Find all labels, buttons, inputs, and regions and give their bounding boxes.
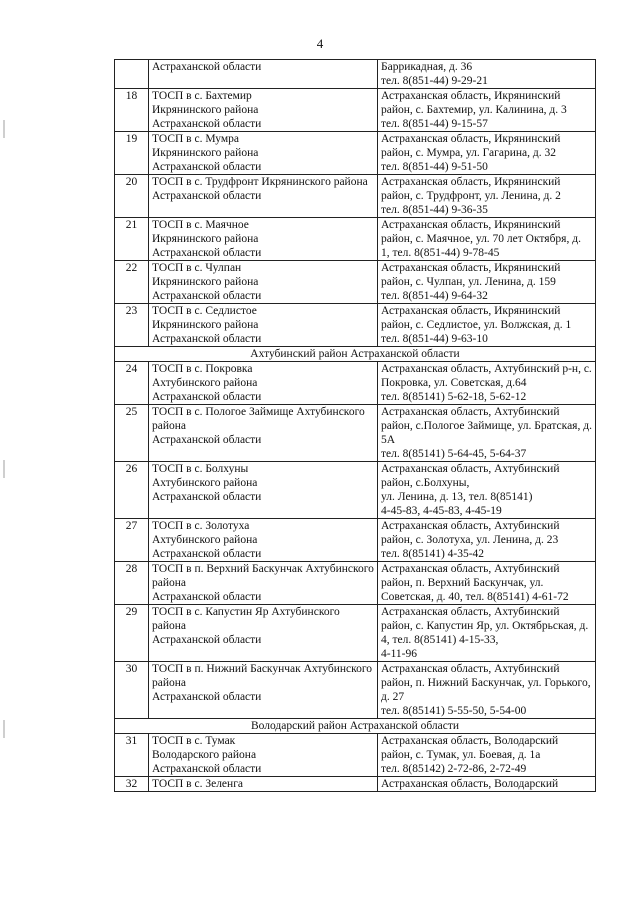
- row-number: 18: [115, 89, 149, 132]
- office-address: Астраханская область, Икрянинский район, с. Седлистое, ул. Волжская, д. 1 тел. 8(851-44) 9-63-10: [378, 304, 596, 347]
- section-title: Володарский район Астраханской области: [115, 719, 596, 734]
- office-address: Астраханская область, Ахтубинский район, с. Золотуха, ул. Ленина, д. 23 тел. 8(85141) 4-35-42: [378, 519, 596, 562]
- office-name: ТОСП в п. Нижний Баскунчак Ахтубинского района Астраханской области: [149, 662, 378, 719]
- row-number: 32: [115, 777, 149, 792]
- section-title: Ахтубинский район Астраханской области: [115, 347, 596, 362]
- office-name: ТОСП в с. Золотуха Ахтубинского района Астраханской области: [149, 519, 378, 562]
- row-number: 26: [115, 462, 149, 519]
- office-address: Астраханская область, Икрянинский район, с. Чулпан, ул. Ленина, д. 159 тел. 8(851-44) 9-64-32: [378, 261, 596, 304]
- office-address: Астраханская область, Ахтубинский район, с.Пологое Займище, ул. Братская, д. 5А тел. 8(85141) 5-64-45, 5-64-37: [378, 405, 596, 462]
- section-header-row: [115, 347, 596, 362]
- row-number: 20: [115, 175, 149, 218]
- office-name: ТОСП в с. Седлистое Икрянинского района Астраханской области: [149, 304, 378, 347]
- office-address: Астраханская область, Икрянинский район, с. Бахтемир, ул. Калинина, д. 3 тел. 8(851-44) 9-15-57: [378, 89, 596, 132]
- office-name: ТОСП в с. Маячное Икрянинского района Астраханской области: [149, 218, 378, 261]
- office-name: Астраханской области: [149, 60, 378, 89]
- office-name: ТОСП в с. Пологое Займище Ахтубинского района Астраханской области: [149, 405, 378, 462]
- margin-mark: [3, 120, 5, 138]
- row-number: 25: [115, 405, 149, 462]
- table-row: [115, 261, 596, 304]
- row-number: [115, 60, 149, 89]
- row-number: 24: [115, 362, 149, 405]
- office-name: ТОСП в с. Чулпан Икрянинского района Астраханской области: [149, 261, 378, 304]
- office-address: Астраханская область, Володарский район, с. Тумак, ул. Боевая, д. 1а тел. 8(85142) 2-72-86, 2-72-49: [378, 734, 596, 777]
- table-row: [115, 605, 596, 662]
- office-address: Астраханская область, Икрянинский район, с. Мумра, ул. Гагарина, д. 32 тел. 8(851-44) 9-51-50: [378, 132, 596, 175]
- row-number: 29: [115, 605, 149, 662]
- office-name: ТОСП в с. Мумра Икрянинского района Астраханской области: [149, 132, 378, 175]
- row-number: 31: [115, 734, 149, 777]
- table-row: [115, 60, 596, 89]
- office-name: ТОСП в п. Верхний Баскунчак Ахтубинского района Астраханской области: [149, 562, 378, 605]
- table-row: [115, 132, 596, 175]
- office-address: Астраханская область, Ахтубинский район, с. Капустин Яр, ул. Октябрьская, д. 4, тел. 8(85141) 4-15-33, 4-11-96: [378, 605, 596, 662]
- row-number: 23: [115, 304, 149, 347]
- row-number: 28: [115, 562, 149, 605]
- margin-mark: [3, 720, 5, 738]
- table-row: [115, 462, 596, 519]
- office-address: Астраханская область, Ахтубинский район, п. Нижний Баскунчак, ул. Горького, д. 27 тел. 8(85141) 5-55-50, 5-54-00: [378, 662, 596, 719]
- table-row: [115, 405, 596, 462]
- office-name: ТОСП в с. Зеленга: [149, 777, 378, 792]
- registry-table-body: [115, 60, 596, 792]
- table-row: [115, 662, 596, 719]
- row-number: 27: [115, 519, 149, 562]
- office-address: Астраханская область, Икрянинский район, с. Маячное, ул. 70 лет Октября, д. 1, тел. 8(851-44) 9-78-45: [378, 218, 596, 261]
- office-address: Астраханская область, Ахтубинский р-н, с. Покровка, ул. Советская, д.64 тел. 8(85141) 5-62-18, 5-62-12: [378, 362, 596, 405]
- office-address: Астраханская область, Ахтубинский район, с.Болхуны, ул. Ленина, д. 13, тел. 8(85141) 4-45-83, 4-45-83, 4-45-19: [378, 462, 596, 519]
- table-row: [115, 218, 596, 261]
- row-number: 21: [115, 218, 149, 261]
- office-name: ТОСП в с. Покровка Ахтубинского района Астраханской области: [149, 362, 378, 405]
- margin-mark: [3, 460, 5, 478]
- table-row: [115, 562, 596, 605]
- office-name: ТОСП в с. Трудфронт Икрянинского района Астраханской области: [149, 175, 378, 218]
- table-row: [115, 777, 596, 792]
- registry-table: [114, 59, 596, 792]
- table-row: [115, 734, 596, 777]
- office-name: ТОСП в с. Капустин Яр Ахтубинского района Астраханской области: [149, 605, 378, 662]
- page-number: 4: [316, 36, 324, 51]
- office-address: Астраханская область, Ахтубинский район, п. Верхний Баскунчак, ул. Советская, д. 40, тел. 8(85141) 4-61-72: [378, 562, 596, 605]
- table-row: [115, 519, 596, 562]
- row-number: 19: [115, 132, 149, 175]
- office-address: Астраханская область, Володарский: [378, 777, 596, 792]
- row-number: 30: [115, 662, 149, 719]
- office-name: ТОСП в с. Болхуны Ахтубинского района Астраханской области: [149, 462, 378, 519]
- office-address: Астраханская область, Икрянинский район, с. Трудфронт, ул. Ленина, д. 2 тел. 8(851-44) 9-36-35: [378, 175, 596, 218]
- table-row: [115, 362, 596, 405]
- table-row: [115, 175, 596, 218]
- office-address: Баррикадная, д. 36 тел. 8(851-44) 9-29-21: [378, 60, 596, 89]
- office-name: ТОСП в с. Бахтемир Икрянинского района Астраханской области: [149, 89, 378, 132]
- table-row: [115, 89, 596, 132]
- office-name: ТОСП в с. Тумак Володарского района Астраханской области: [149, 734, 378, 777]
- section-header-row: [115, 719, 596, 734]
- row-number: 22: [115, 261, 149, 304]
- table-row: [115, 304, 596, 347]
